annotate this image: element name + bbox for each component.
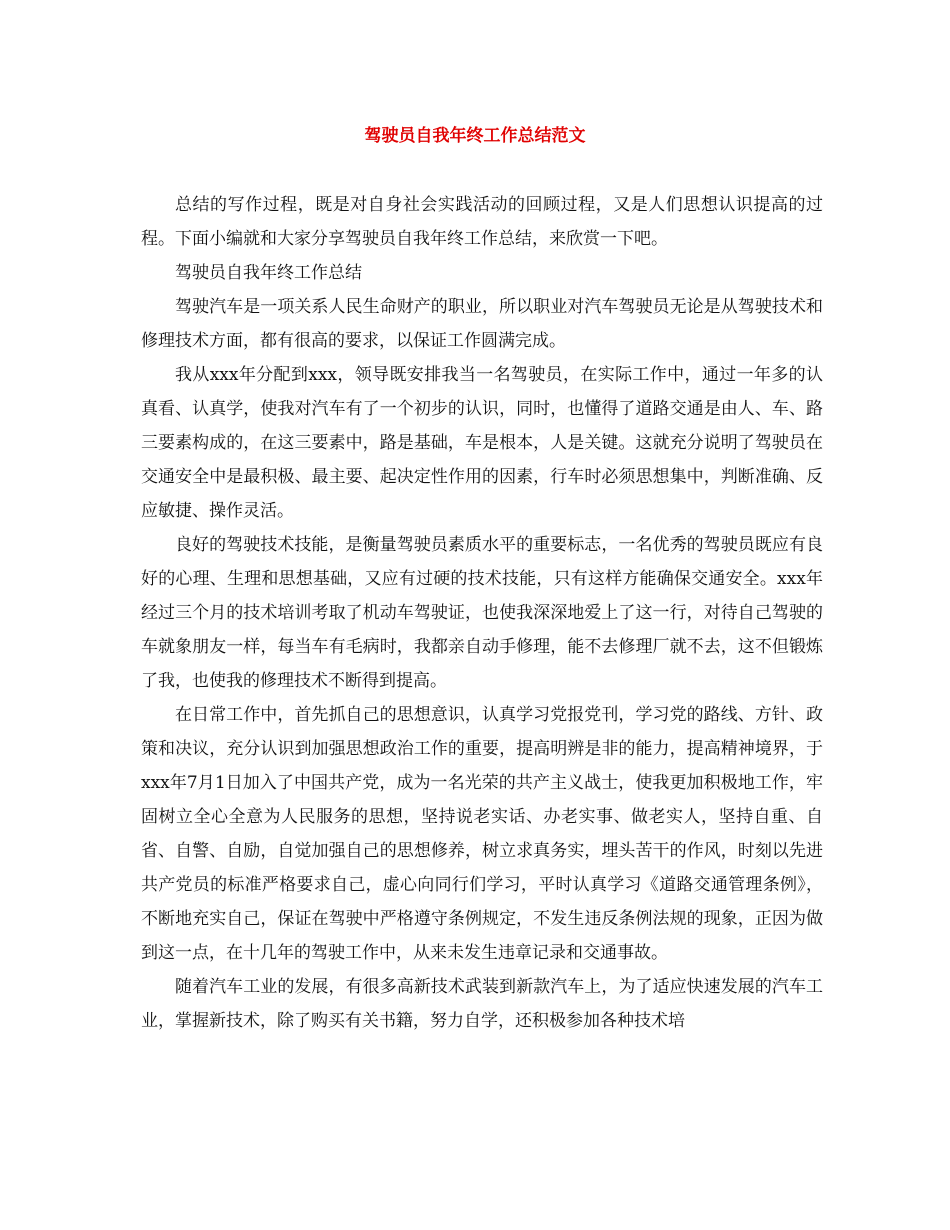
- paragraph-intro: 总结的写作过程，既是对自身社会实践活动的回顾过程，又是人们思想认识提高的过程。下面小编就和大家分享驾驶员自我年终工作总结，来欣赏一下吧。: [141, 195, 823, 249]
- paragraph: 良好的驾驶技术技能，是衡量驾驶员素质水平的重要标志，一名优秀的驾驶员既应有良好的心理、生理和思想基础，又应有过硬的技术技能，只有这样方能确保交通安全。xxx年经过三个月的技术培训考取了机动车驾驶证，也使我深深地爱上了这一行，对待自己驾驶的车就象朋友一样，每当车有毛病时，我都亲自动手修理，能不去修理厂就不去，这不但锻炼了我，也使我的修理技术不断得到提高。: [141, 535, 823, 691]
- document-body: [141, 188, 823, 1038]
- paragraph-subtitle: 驾驶员自我年终工作总结: [175, 263, 362, 283]
- paragraph: 随着汽车工业的发展，有很多高新技术武装到新款汽车上，为了适应快速发展的汽车工业，掌握新技术，除了购买有关书籍，努力自学，还积极参加各种技术培: [141, 977, 823, 1031]
- paragraph: 我从xxx年分配到xxx，领导既安排我当一名驾驶员，在实际工作中，通过一年多的认真看、认真学，使我对汽车有了一个初步的认识，同时，也懂得了道路交通是由人、车、路三要素构成的，在这三要素中，路是基础，车是根本，人是关键。这就充分说明了驾驶员在交通安全中是最积极、最主要、起决定性作用的因素，行车时必须思想集中，判断准确、反应敏捷、操作灵活。: [141, 365, 823, 521]
- paragraph: 在日常工作中，首先抓自己的思想意识，认真学习党报党刊，学习党的路线、方针、政策和决议，充分认识到加强思想政治工作的重要，提高明辨是非的能力，提高精神境界，于xxx年7月1日加入了中国共产党，成为一名光荣的共产主义战士，使我更加积极地工作，牢固树立全心全意为人民服务的思想，坚持说老实话、办老实事、做老实人，坚持自重、自省、自警、自励，自觉加强自己的思想修养，树立求真务实，埋头苦干的作风，时刻以先进共产党员的标准严格要求自己，虚心向同行们学习，平时认真学习《道路交通管理条例》，不断地充实自己，保证在驾驶中严格遵守条例规定，不发生违反条例法规的现象，正因为做到这一点，在十几年的驾驶工作中，从来未发生违章记录和交通事故。: [141, 705, 823, 963]
- paragraph: 驾驶汽车是一项关系人民生命财产的职业，所以职业对汽车驾驶员无论是从驾驶技术和修理技术方面，都有很高的要求，以保证工作圆满完成。: [141, 297, 823, 351]
- document-title: 驾驶员自我年终工作总结范文: [364, 126, 586, 146]
